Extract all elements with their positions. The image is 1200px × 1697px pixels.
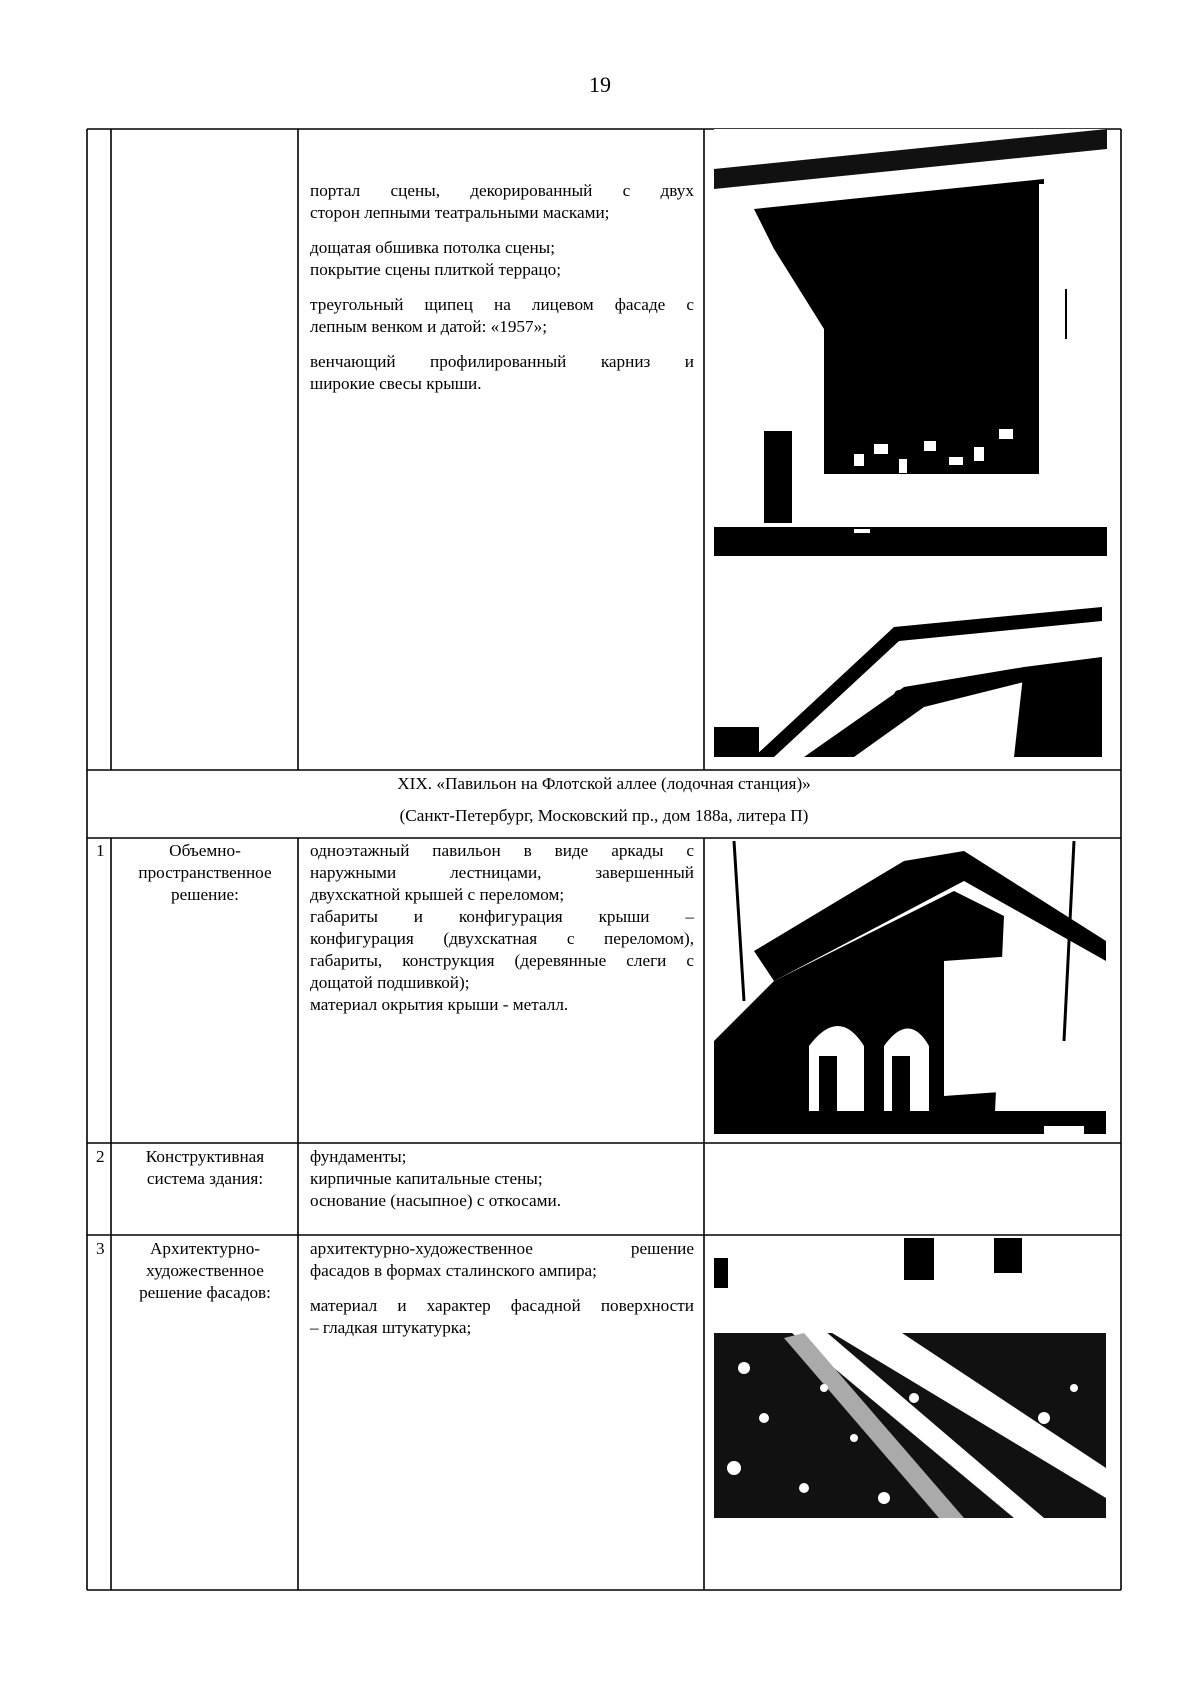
row3-para-1 (310, 1238, 694, 1282)
top-para-4 (310, 351, 694, 395)
text-line: конфигурация (двухскатная с переломом), (310, 929, 694, 948)
text-line: портал сцены, декорированный с двух (310, 181, 694, 200)
text-line: – гладкая штукатурка; (310, 1318, 472, 1337)
row-description (310, 1146, 694, 1212)
text-line: двухскатной крышей с переломом; (310, 885, 565, 904)
text-line: габариты, конструкция (деревянные слеги с (310, 951, 694, 970)
text-line: решение фасадов: (139, 1283, 271, 1302)
text-line: венчающий профилированный карниз и (310, 352, 694, 371)
text-line: пространственное (138, 863, 272, 882)
top-row-description (310, 180, 694, 408)
text-line: система здания: (146, 1169, 264, 1188)
text-line: покрытие сцены плиткой террацо; (310, 260, 561, 279)
text-line: кирпичные капитальные стены; (310, 1169, 543, 1188)
text-line: Объемно- (169, 841, 241, 860)
photo-stage-portal (714, 129, 1107, 556)
photo-facade-steps (714, 1238, 1106, 1518)
row-name (116, 1146, 294, 1190)
top-para-3 (310, 294, 694, 338)
page-number: 19 (589, 72, 611, 97)
text-line: дощатой подшивкой); (310, 973, 470, 992)
text-line: широкие свесы крыши. (310, 374, 482, 393)
text-line: Конструктивная (145, 1147, 265, 1166)
row-number: 1 (96, 841, 105, 860)
text-line: материал окрытия крыши - металл. (310, 995, 569, 1014)
text-line: художественное (146, 1261, 264, 1280)
text-line: лепным венком и датой: «1957»; (310, 317, 547, 336)
text-line: архитектурно-художественное решение (310, 1239, 694, 1258)
section-address: (Санкт-Петербург, Московский пр., дом 188а, литера П) (399, 806, 809, 825)
text-line: материал и характер фасадной поверхности (310, 1296, 694, 1315)
row-number: 3 (96, 1239, 105, 1258)
text-line: треугольный щипец на лицевом фасаде с (310, 295, 694, 314)
text-line: наружными лестницами, завершенный (310, 863, 694, 882)
text-line: сторон лепными театральными масками; (310, 203, 610, 222)
text-line: одноэтажный павильон в виде аркады с (310, 841, 694, 860)
photo-pavilion (714, 841, 1106, 1134)
row-description (310, 1238, 694, 1352)
top-para-1 (310, 180, 694, 224)
top-para-2 (310, 237, 694, 281)
text-line: основание (насыпное) с откосами. (310, 1191, 561, 1210)
row-name (116, 1238, 294, 1304)
row-number: 2 (96, 1147, 105, 1166)
text-line: решение: (171, 885, 239, 904)
text-line: дощатая обшивка потолка сцены; (310, 238, 555, 257)
text-line: фундаменты; (310, 1147, 407, 1166)
text-line: Архитектурно- (149, 1239, 261, 1258)
row-description (310, 840, 694, 1016)
text-line: фасадов в формах сталинского ампира; (310, 1261, 597, 1280)
text-line: габариты и конфигурация крыши – (310, 907, 694, 926)
row3-para-2 (310, 1295, 694, 1339)
section-title: XIX. «Павильон на Флотской аллее (лодочная станция)» (397, 774, 811, 793)
photo-eaves (714, 597, 1102, 757)
row-name (116, 840, 294, 906)
